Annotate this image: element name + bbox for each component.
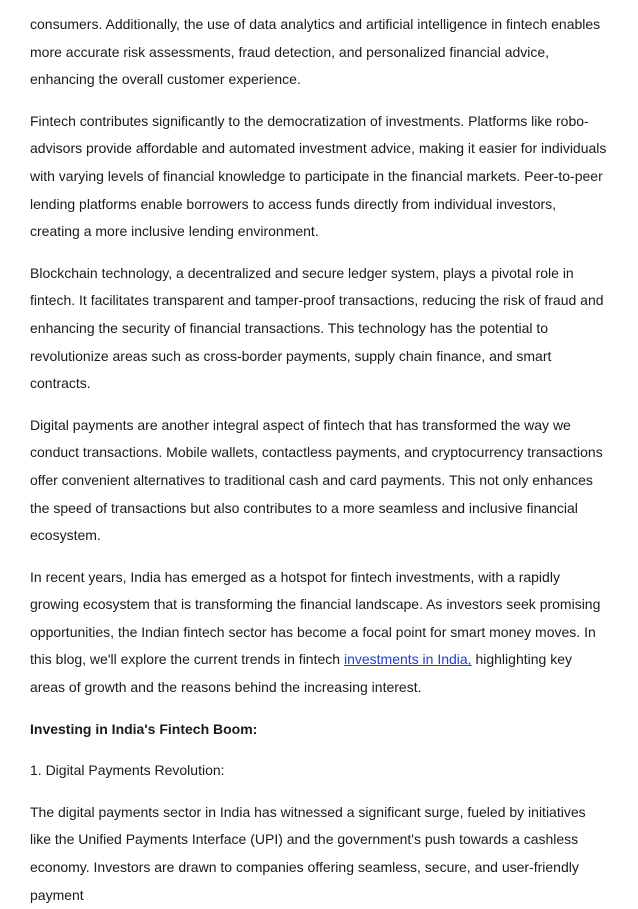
section-heading: Investing in India's Fintech Boom: [30,720,258,737]
subheading-digital-payments: 1. Digital Payments Revolution: [30,762,225,779]
paragraph-blockchain: Blockchain technology, a decentralized and secure ledger system, plays a pivotal role in fintech. It facilitates transparent and tamper-proof transactions, reducing the risk of fraud and enhancing the security of financial transactions. This technology has the potential to revolutionize areas such as cross-border payments, supply chain finance, and smart contracts. [30,264,604,392]
paragraph-digital-payments: Digital payments are another integral aspect of fintech that has transformed the way we conduct transactions. Mobile wallets, contactless payments, and cryptocurrency transactions offer convenient alternatives to traditional cash and card payments. This not only enhances the speed of transactions but also contributes to a more seamless and inclusive financial ecosystem. [30,416,603,544]
india-paragraph-text-before-link: In recent years, India has emerged as a hotspot for fintech investments, with a rapidly growing ecosystem that is transforming the financial landscape. As investors seek promising opportunities, the Indian fintech sector has become a focal point for smart money moves. In this blog, we'll explore the current trends in fintech [30,568,601,668]
paragraph-democratization: Fintech contributes significantly to the democratization of investments. Platforms like robo-advisors provide affordable and automated investment advice, making it easier for individuals with varying levels of financial knowledge to participate in the financial markets. Peer-to-peer lending platforms enable borrowers to access funds directly from individual investors, creating a more inclusive lending environment. [30,112,607,240]
paragraph-india-hotspot [30,564,608,702]
investments-in-india-link[interactable]: investments in India, [343,651,472,668]
paragraph-analytics: consumers. Additionally, the use of data analytics and artificial intelligence in fintech enables more accurate risk assessments, fraud detection, and personalized financial advice, enhancing the overall customer experience. [30,16,601,88]
india-paragraph-text-after-link: highlighting key areas of growth and the reasons behind the increasing interest. [30,651,572,696]
paragraph-upi: The digital payments sector in India has witnessed a significant surge, fueled by initiatives like the Unified Payments Interface (UPI) and the government's push towards a cashless economy. Investors are drawn to companies offering seamless, secure, and user-friendly payment [30,803,586,903]
